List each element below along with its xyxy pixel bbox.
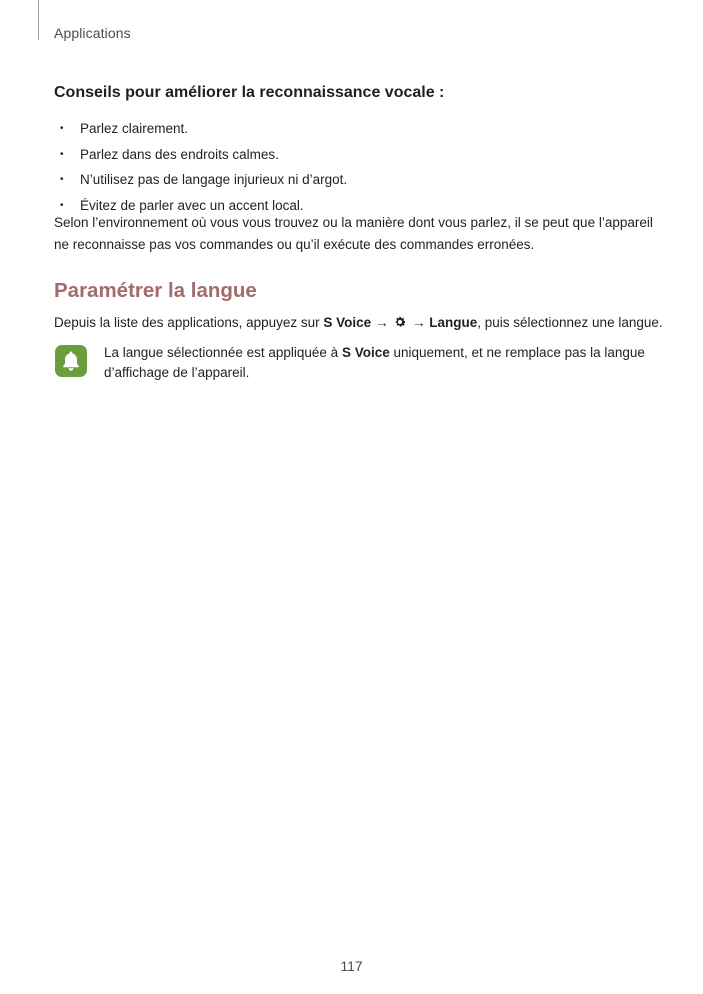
page-number: 117 bbox=[340, 958, 363, 974]
note-text bbox=[104, 343, 664, 383]
paragraph-line: ne reconnaisse pas vos commandes ou qu’il exécute des commandes erronées. bbox=[54, 237, 535, 252]
bullet-icon: • bbox=[60, 174, 64, 185]
tips-list bbox=[54, 116, 347, 218]
note-suffix: uniquement, et ne remplace pas la langue bbox=[389, 345, 645, 360]
option-langue: Langue bbox=[429, 315, 478, 330]
app-name-s-voice: S Voice bbox=[323, 315, 372, 330]
list-item-text: Évitez de parler avec un accent local. bbox=[80, 197, 304, 213]
arrow-text: → bbox=[371, 315, 393, 330]
list-item-text: Parlez clairement. bbox=[80, 121, 189, 136]
list-item-text: Parlez dans des endroits calmes. bbox=[80, 146, 279, 162]
instruction-suffix: , puis sélectionnez une langue. bbox=[477, 315, 663, 330]
paragraph-line: Selon l’environnement où vous vous trouvez ou la manière dont vous parlez, il se peut que l’appareil bbox=[54, 215, 653, 230]
bell-icon bbox=[55, 345, 87, 377]
instruction-text bbox=[54, 313, 663, 333]
tips-heading: Conseils pour améliorer la reconnaissance vocale : bbox=[54, 84, 445, 101]
instruction-prefix: Depuis la liste des applications, appuyez sur bbox=[54, 315, 324, 330]
bullet-icon: • bbox=[60, 148, 64, 160]
info-paragraph bbox=[54, 212, 654, 256]
list-item bbox=[54, 116, 347, 142]
app-name-s-voice: S Voice bbox=[341, 345, 390, 360]
list-item bbox=[54, 167, 347, 193]
arrow-text: → bbox=[408, 315, 430, 330]
gear-icon bbox=[393, 315, 407, 329]
list-item-text: N’utilisez pas de langage injurieux ni d’argot. bbox=[80, 172, 348, 187]
section-title: Paramétrer la langue bbox=[54, 279, 257, 302]
section-header: Applications bbox=[54, 25, 131, 41]
page-border-line bbox=[38, 0, 39, 40]
note-line bbox=[104, 343, 664, 363]
note-prefix: La langue sélectionnée est appliquée à bbox=[104, 345, 342, 360]
bullet-icon: • bbox=[60, 199, 64, 211]
note-line: d’affichage de l’appareil. bbox=[104, 365, 250, 380]
bullet-icon: • bbox=[60, 123, 64, 134]
list-item bbox=[54, 142, 347, 168]
